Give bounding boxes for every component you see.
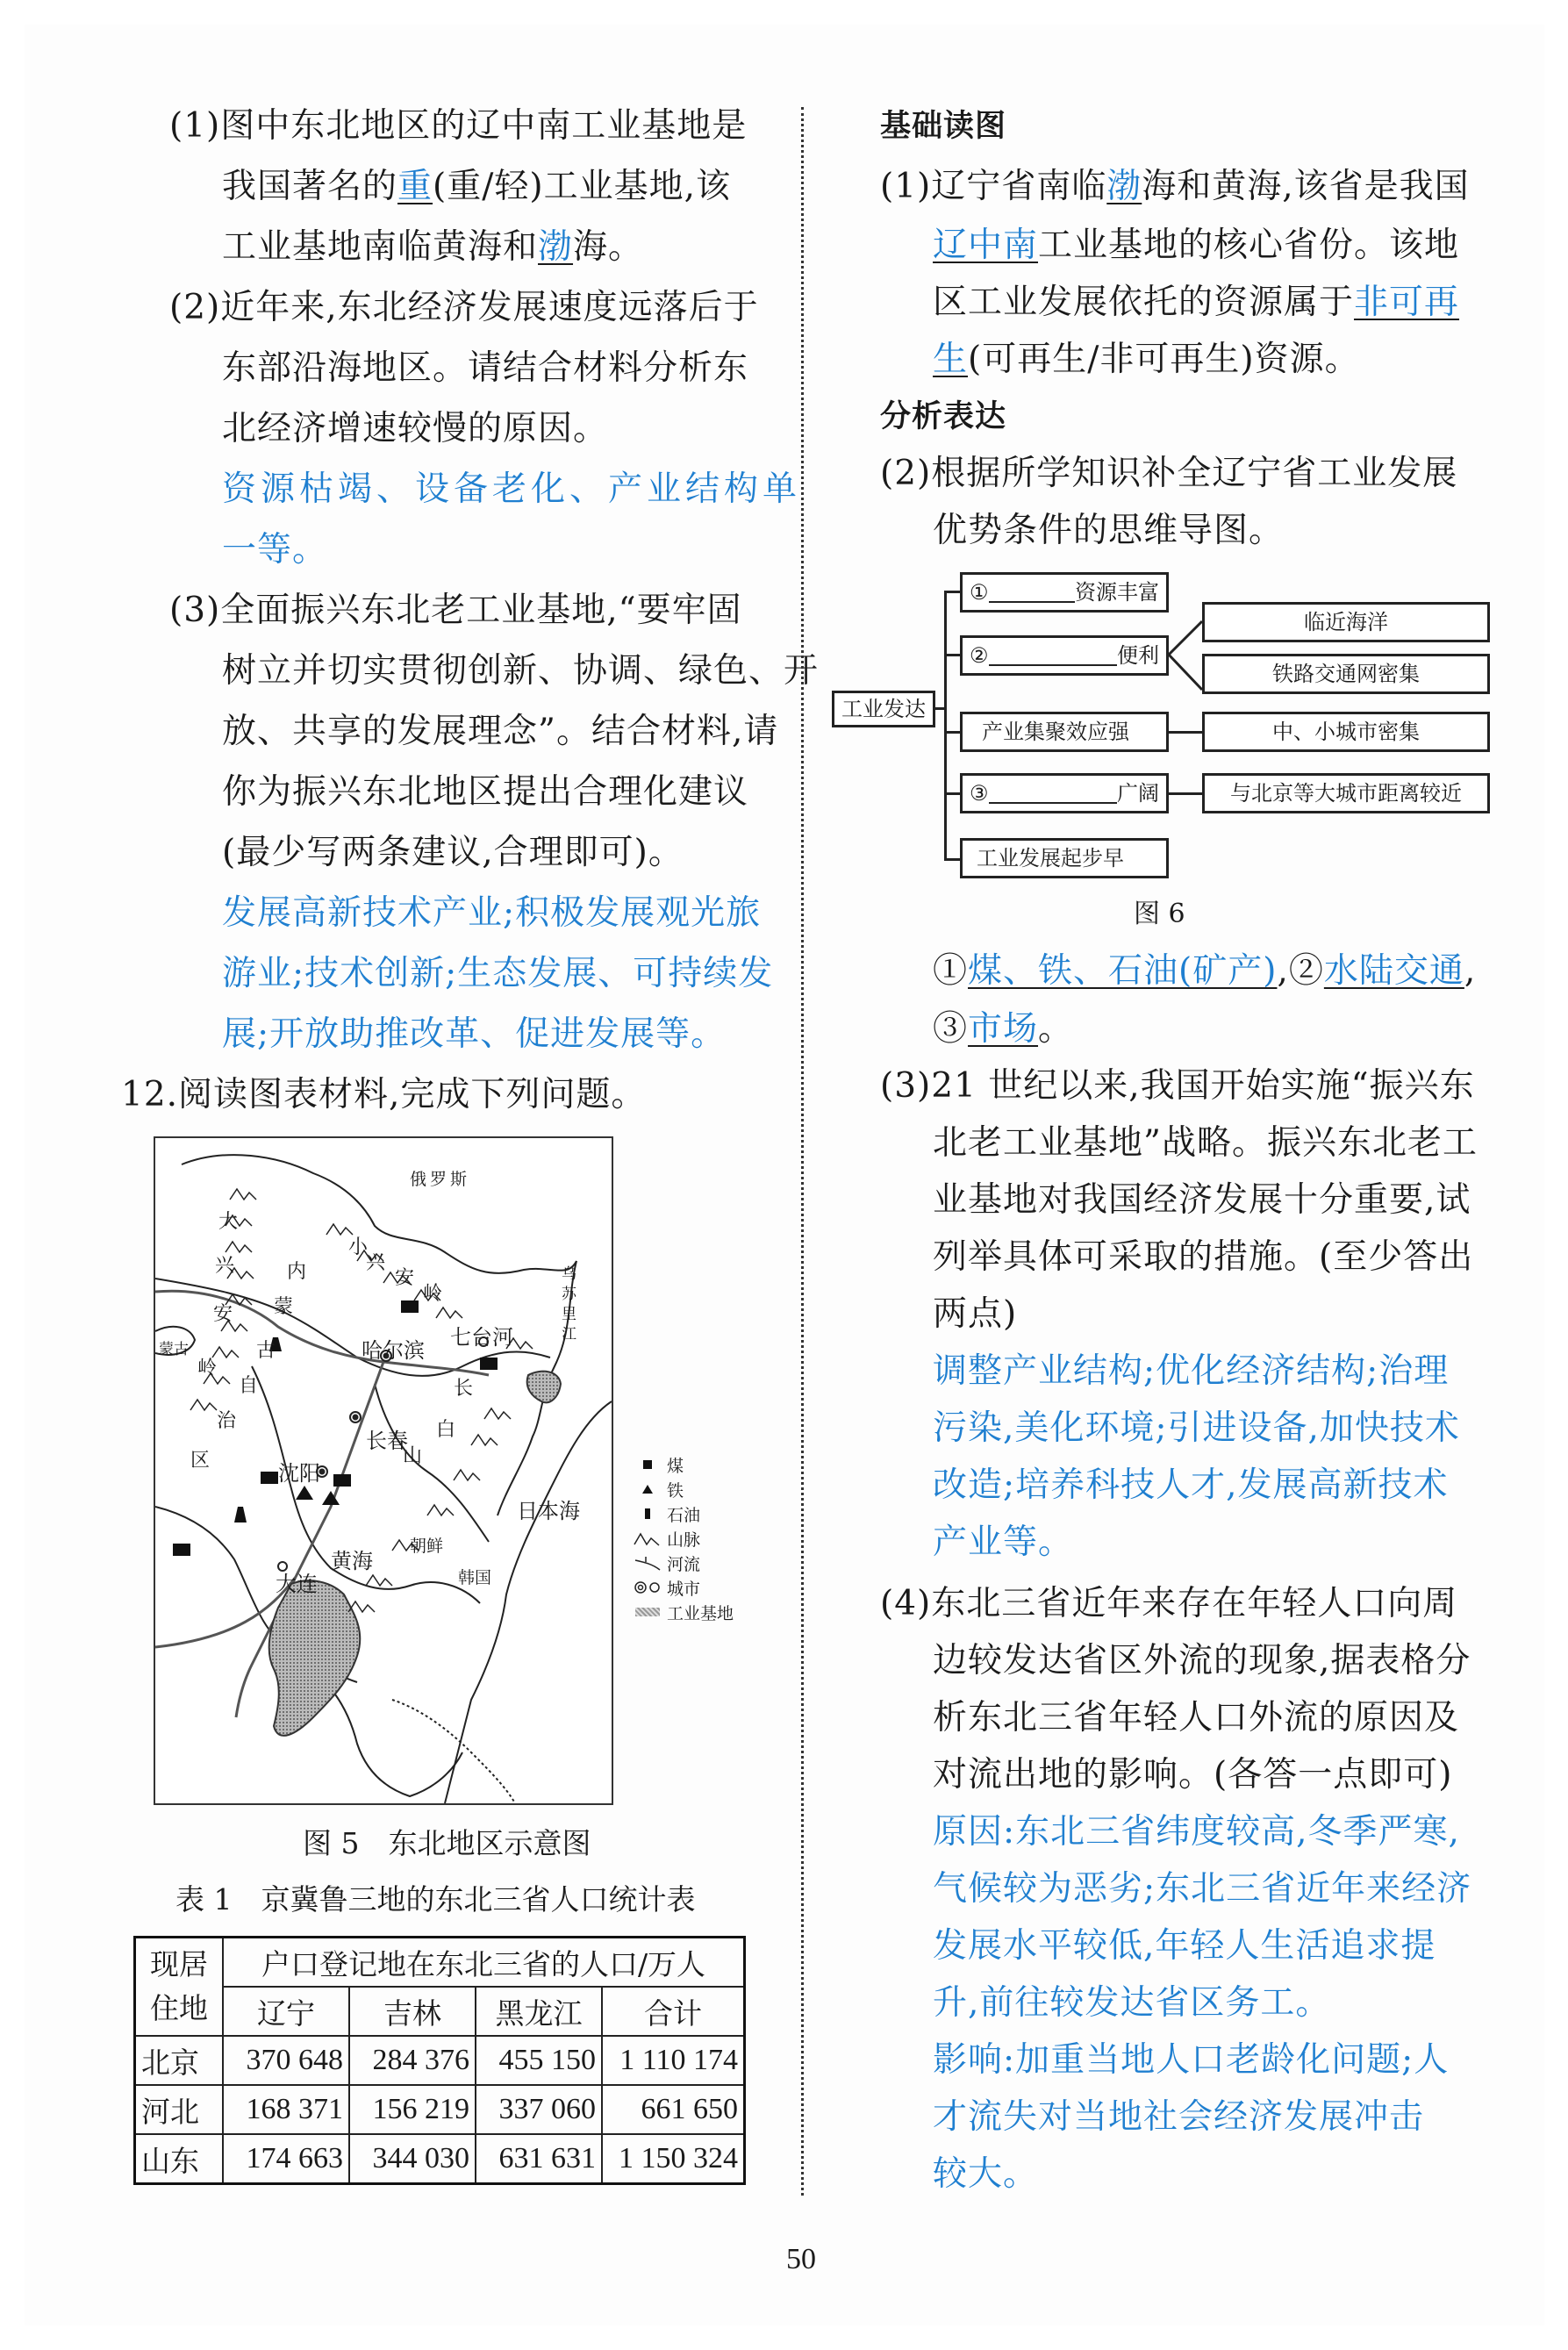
connector-line: [944, 792, 962, 795]
column-header: 合计: [602, 1987, 745, 2036]
question-text: 北老工业基地”战略。振兴东北老工: [933, 1123, 1478, 1163]
q12-prompt: [121, 1075, 646, 1115]
mountain-icon: [436, 1308, 462, 1318]
table-cell: 344 030: [349, 2134, 476, 2184]
r-part1-line3: [933, 283, 1459, 323]
question-text: (最少写两条建议,合理即可)。: [222, 833, 684, 872]
row-header: 河北: [135, 2085, 224, 2134]
map-label-ussuri-4: 江: [562, 1326, 576, 1343]
map-legend: [628, 1452, 760, 1624]
circled-number: ①: [970, 580, 989, 605]
corner-header: [135, 1938, 224, 2037]
q11-part1-line3: [222, 227, 643, 268]
branch-text: 广阔: [1117, 781, 1159, 806]
mountain-icon: [454, 1470, 480, 1480]
r-part1-line1: [880, 167, 1470, 207]
q11-part2-line1: [169, 288, 759, 328]
map-label-inner-mongolia-1: 内: [287, 1261, 307, 1283]
fill-blank: [989, 582, 1075, 603]
population-table: [133, 1936, 746, 2185]
mindmap-leaf-near-beijing: 与北京等大城市距离较近: [1202, 773, 1490, 813]
map-label-greater-khingan-3: 安: [213, 1303, 233, 1325]
legend-item: [628, 1477, 760, 1501]
mountain-icon: [484, 1408, 511, 1419]
answer-fill: 煤、铁、石油(矿产): [968, 951, 1278, 991]
answer-text: 气候较为恶劣;东北三省近年来经济: [933, 1869, 1472, 1909]
connector-line: [944, 731, 962, 734]
part-label: (1): [169, 106, 221, 146]
map-label-dalian: 大连: [276, 1572, 318, 1596]
header-text: 现居: [150, 1947, 208, 1981]
map-label-inner-mongolia-5: 治: [217, 1410, 237, 1432]
fork-connector: [1169, 614, 1204, 693]
map-label-inner-mongolia-3: 古: [256, 1340, 276, 1362]
legend-label: 工业基地: [667, 1603, 734, 1623]
punctuation: ,: [1277, 951, 1289, 991]
answer-text: 资源枯竭、设备老化、产业结构单: [222, 469, 802, 509]
legend-item: [628, 1452, 760, 1477]
table-cell: 174 663: [223, 2134, 349, 2184]
northeast-industrial-base: [527, 1372, 561, 1403]
oil-derrick-icon: [645, 1508, 650, 1519]
coal-icon: [333, 1474, 351, 1487]
answer-text: 展;开放助推改革、促进发展等。: [222, 1014, 727, 1054]
coast-japan-sea: [445, 1401, 612, 1803]
map-label-changbai-1: 长: [454, 1378, 474, 1400]
connector-line: [1169, 792, 1204, 795]
r-part1-line2: [933, 226, 1459, 266]
circled-number: ②: [1288, 951, 1324, 991]
question-text: (重/轻)工业基地,该: [433, 167, 731, 206]
map-label-changchun: 长春: [366, 1429, 408, 1453]
branch-text: 便利: [1117, 643, 1159, 668]
map-label-qitaihe: 七台河: [450, 1325, 513, 1350]
part-label: (4): [880, 1584, 932, 1623]
group-header: 户口登记地在东北三省的人口/万人: [223, 1938, 745, 1988]
answer-text: 影响:加重当地人口老龄化问题;人: [933, 2040, 1450, 2080]
column-header: 吉林: [349, 1987, 476, 2036]
map-label-changbai-3: 山: [403, 1445, 423, 1467]
legend-label: 铁: [667, 1480, 684, 1501]
question-text: 析东北三省年轻人口外流的原因及: [933, 1698, 1460, 1737]
part-label: (1): [880, 167, 932, 206]
part-label: (2): [169, 288, 221, 327]
city-circle-icon: [633, 1580, 662, 1595]
question-text: 图中东北地区的辽中南工业基地是: [220, 106, 748, 146]
map-label-japan-sea: 日本海: [517, 1499, 580, 1523]
table-cell: 631 631: [476, 2134, 602, 2184]
answer-text: 游业;技术创新;生态发展、可持续发: [222, 954, 774, 993]
header-text: 住地: [150, 1991, 208, 2025]
map-label-greater-khingan-2: 兴: [215, 1255, 235, 1277]
legend-item: [628, 1526, 760, 1551]
iron-icon: [296, 1486, 313, 1500]
row-header: 北京: [135, 2036, 224, 2085]
section-title-analysis: 分析表达: [880, 399, 1007, 434]
connector-line: [944, 591, 947, 861]
answer-text: 才流失对当地社会经济发展冲击: [933, 2097, 1425, 2137]
mindmap-leaf-near-sea: 临近海洋: [1202, 602, 1490, 642]
map-label-russia: 俄罗斯: [410, 1170, 471, 1189]
river-icon: [633, 1555, 662, 1571]
question-text: 根据所学知识补全辽宁省工业发展: [931, 454, 1458, 493]
question-text: 21 世纪以来,我国开始实施“振兴东: [931, 1066, 1475, 1106]
table-cell: 370 648: [223, 2036, 349, 2085]
map-label-greater-khingan-1: 大: [218, 1211, 239, 1233]
question-text: 优势条件的思维导图。: [933, 511, 1285, 550]
answer-fill: 渤: [538, 227, 574, 267]
question-text: 东北三省近年来存在年轻人口向周: [931, 1584, 1458, 1623]
mindmap-branch-agglomeration: [960, 712, 1169, 752]
mindmap-leaf-cities: 中、小城市密集: [1202, 712, 1490, 752]
punctuation: 。: [1038, 1009, 1074, 1049]
answer-text: 发展水平较低,年轻人生活追求提: [933, 1926, 1436, 1966]
map-label-shenyang: 沈阳: [278, 1461, 320, 1486]
mindmap-leaf-railway: 铁路交通网密集: [1202, 654, 1490, 694]
page-number: 50: [786, 2243, 816, 2275]
question-text: 北经济增速较慢的原因。: [222, 409, 609, 448]
question-text: 你为振兴东北地区提出合理化建议: [222, 772, 749, 812]
answer-text: 升,前往较发达省区务工。: [933, 1983, 1331, 2023]
table-cell: 337 060: [476, 2085, 602, 2134]
table-cell: 661 650: [602, 2085, 745, 2134]
section-title-basic-map-reading: 基础读图: [880, 109, 1007, 144]
column-header: 黑龙江: [476, 1987, 602, 2036]
answer-text: 污染,美化环境;引进设备,加快技术: [933, 1408, 1460, 1448]
part-label: (3): [169, 591, 221, 630]
question-text: 海。: [573, 227, 644, 267]
oil-icon: [234, 1507, 247, 1522]
fill-blank: [989, 645, 1117, 666]
question-text: 两点): [933, 1294, 1018, 1334]
map-label-lesser-khingan-4: 岭: [423, 1283, 443, 1305]
r-part1-line4: [933, 340, 1360, 380]
table-cell: 1 150 324: [602, 2134, 745, 2184]
question-text: 边较发达省区外流的现象,据表格分: [933, 1641, 1471, 1680]
korea-border: [392, 1700, 515, 1803]
legend-item: [628, 1551, 760, 1575]
question-number: 12.: [121, 1075, 179, 1114]
legend-label: 石油: [667, 1505, 701, 1525]
answer-fill: 水陆交通: [1323, 951, 1464, 991]
question-text: 对流出地的影响。(各答一点即可): [933, 1755, 1453, 1795]
table-row: [135, 2134, 745, 2184]
northeast-china-map: [154, 1136, 613, 1805]
mountain-icon: [230, 1189, 256, 1200]
legend-item: [628, 1575, 760, 1600]
question-text: 放、共享的发展理念”。结合材料,请: [222, 712, 779, 751]
iron-triangle-icon: [642, 1485, 653, 1494]
table-cell: 168 371: [223, 2085, 349, 2134]
map-label-changbai-2: 白: [436, 1419, 456, 1441]
map-label-ussuri-1: 乌: [562, 1265, 576, 1283]
table-subheader-row: [135, 1987, 745, 2036]
coal-icon: [261, 1472, 278, 1484]
map-drawing: [155, 1138, 612, 1803]
map-label-harbin: 哈尔滨: [362, 1338, 425, 1363]
map-label-north-korea: 朝鲜: [410, 1537, 444, 1556]
map-label-ussuri-3: 里: [562, 1306, 576, 1323]
punctuation: ,: [1464, 951, 1477, 991]
question-text: 阅读图表材料,完成下列问题。: [178, 1075, 647, 1114]
map-label-south-korea: 韩国: [458, 1568, 492, 1587]
circled-number: ③: [933, 1009, 969, 1049]
question-text: 列举具体可采取的措施。(至少答出: [933, 1237, 1474, 1277]
branch-text: 产业集聚效应强: [982, 720, 1129, 744]
q11-part1-line2: [222, 167, 731, 207]
part-label: (2): [880, 454, 932, 493]
r-part2-answer-line1: [933, 951, 1476, 992]
mountain-icon: [366, 1575, 392, 1586]
figure-5-caption: 图 5 东北地区示意图: [303, 1826, 591, 1860]
map-label-greater-khingan-4: 岭: [197, 1358, 218, 1379]
mountain-icon: [427, 1505, 454, 1515]
circled-number: ③: [970, 781, 989, 806]
figure-6-caption: 图 6: [1134, 899, 1185, 929]
answer-fill: 市场: [968, 1009, 1039, 1049]
q11-part1-line1: [169, 106, 747, 147]
branch-text: 资源丰富: [1075, 580, 1159, 605]
connector-line: [944, 858, 962, 861]
map-label-lesser-khingan-2: 兴: [366, 1252, 386, 1274]
map-label-inner-mongolia-2: 蒙: [274, 1296, 294, 1318]
table-cell: 455 150: [476, 2036, 602, 2085]
coal-icon: [173, 1544, 190, 1556]
answer-text: 原因:东北三省纬度较高,冬季严寒,: [933, 1812, 1460, 1852]
table-cell: 1 110 174: [602, 2036, 745, 2085]
part-label: (3): [880, 1066, 932, 1106]
fill-blank: [989, 783, 1117, 804]
r-part4-line1: [880, 1584, 1457, 1624]
answer-fill: 重: [397, 167, 433, 206]
connector-line: [944, 654, 962, 656]
answer-fill: 辽中南: [933, 226, 1039, 265]
map-label-inner-mongolia-6: 区: [190, 1450, 211, 1472]
connector-line: [944, 591, 962, 593]
answer-text: 发展高新技术产业;积极发展观光旅: [222, 893, 762, 933]
question-text: 树立并切实贯彻创新、协调、绿色、开: [222, 651, 820, 691]
answer-text: 一等。: [222, 530, 328, 570]
coal-icon: [401, 1300, 419, 1313]
question-text: 海和黄海,该省是我国: [1142, 167, 1470, 206]
map-label-ussuri-2: 苏: [562, 1286, 576, 1303]
question-text: 工业基地南临黄海和: [222, 227, 539, 267]
mindmap-root: 工业发达: [832, 691, 935, 727]
mountain-icon: [633, 1530, 662, 1546]
question-text: 业基地对我国经济发展十分重要,试: [933, 1180, 1471, 1220]
legend-label: 山脉: [667, 1530, 701, 1550]
circled-number: ①: [933, 951, 969, 991]
table-header-row: [135, 1938, 745, 1988]
question-text: 辽宁省南临: [931, 167, 1107, 206]
question-text: 东部沿海地区。请结合材料分析东: [222, 348, 749, 388]
mindmap-branch-market: [960, 773, 1169, 813]
coal-icon: [480, 1358, 498, 1370]
answer-text: 产业等。: [933, 1522, 1074, 1562]
q11-part3-line1: [169, 591, 742, 631]
mountain-icon: [471, 1435, 498, 1445]
r-part2-answer-line2: [933, 1009, 1073, 1050]
answer-text: 较大。: [933, 2154, 1039, 2194]
column-header: 辽宁: [223, 1987, 349, 2036]
question-text: 区工业发展依托的资源属于: [933, 283, 1355, 322]
table-cell: 284 376: [349, 2036, 476, 2085]
answer-text: 改造;培养科技人才,发展高新技术: [933, 1465, 1449, 1505]
legend-label: 城市: [667, 1579, 701, 1599]
table-row: [135, 2036, 745, 2085]
legend-item: [628, 1600, 760, 1624]
mindmap-branch-early-start: [960, 838, 1169, 878]
question-text: 工业基地的核心省份。该地: [1038, 226, 1460, 265]
map-label-inner-mongolia-4: 自: [239, 1375, 259, 1397]
question-text: (可再生/非可再生)资源。: [968, 340, 1360, 379]
connector-line: [1169, 731, 1204, 734]
row-header: 山东: [135, 2134, 224, 2184]
question-text: 全面振兴东北老工业基地,“要牢固: [220, 591, 742, 630]
branch-text: 工业发展起步早: [977, 846, 1124, 871]
column-divider: [801, 107, 804, 2196]
map-label-lesser-khingan-3: 安: [395, 1267, 415, 1289]
mindmap-branch-transport: [960, 635, 1169, 676]
map-label-mongolia: 蒙古: [159, 1341, 189, 1358]
r-part2-line1: [880, 454, 1457, 494]
legend-label: 煤: [667, 1456, 684, 1476]
answer-fill: 生: [933, 340, 969, 379]
table-cell: 156 219: [349, 2085, 476, 2134]
mindmap-branch-resources: [960, 572, 1169, 613]
coal-square-icon: [643, 1460, 652, 1469]
legend-item: [628, 1501, 760, 1526]
answer-fill: 渤: [1106, 167, 1142, 206]
question-text: 我国著名的: [222, 167, 398, 206]
question-text: 近年来,东北经济发展速度远落后于: [220, 288, 759, 327]
answer-fill: 非可再: [1354, 283, 1460, 322]
mountain-icon: [190, 1400, 217, 1410]
table-row: [135, 2085, 745, 2134]
legend-label: 河流: [667, 1554, 701, 1574]
r-part3-line1: [880, 1066, 1475, 1107]
answer-text: 调整产业结构;优化经济结构;治理: [933, 1351, 1450, 1391]
industrial-base-hatch-icon: [635, 1608, 660, 1616]
map-label-lesser-khingan-1: 小: [348, 1236, 369, 1258]
map-label-yellow-sea: 黄海: [331, 1549, 373, 1573]
circled-number: ②: [970, 643, 989, 668]
table-1-title: 表 1 京冀鲁三地的东北三省人口统计表: [175, 1882, 696, 1917]
province-border-4: [375, 1384, 489, 1542]
